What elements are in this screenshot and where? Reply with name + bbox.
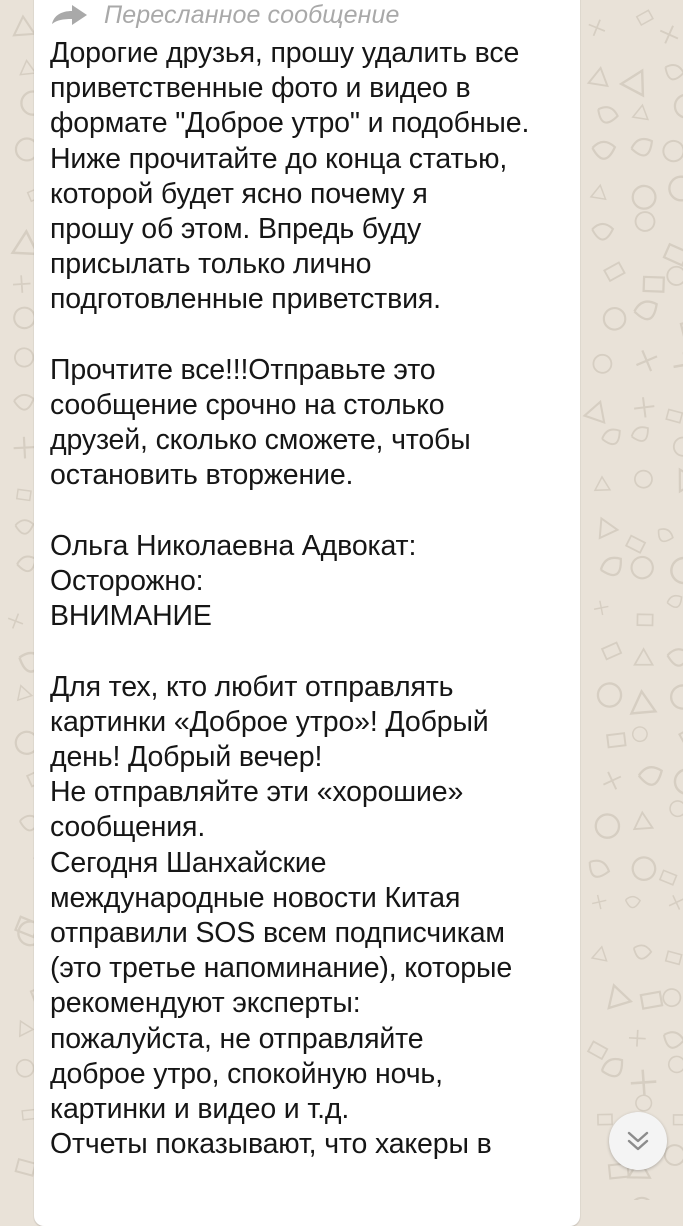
message-paragraph xyxy=(50,36,566,318)
doodle-shape xyxy=(644,277,664,292)
message-line: картинки «Доброе утро»! Добрый xyxy=(50,705,489,738)
message-line: пожалуйста, не отправляйте xyxy=(50,1022,424,1055)
doodle-shape xyxy=(595,814,620,839)
doodle-shape xyxy=(627,1194,656,1200)
doodle-shape xyxy=(632,346,661,375)
doodle-shape xyxy=(667,649,683,667)
message-line: ВНИМАНИЕ xyxy=(50,600,212,633)
doodle-shape xyxy=(667,798,683,819)
doodle-shape xyxy=(602,307,626,331)
doodle-shape xyxy=(14,683,32,700)
message-line: приветственные фото и видео в xyxy=(50,72,471,105)
doodle-shape xyxy=(599,1055,627,1081)
doodle-shape xyxy=(591,893,608,910)
message-line: сообщения. xyxy=(50,811,206,844)
doodle-shape xyxy=(632,209,658,235)
doodle-shape xyxy=(632,944,652,961)
message-line: подготовленные приветствия. xyxy=(50,283,441,316)
message-paragraph xyxy=(50,353,566,494)
doodle-shape xyxy=(599,768,625,794)
message-line: Отчеты показывают, что хакеры в xyxy=(50,1128,492,1161)
doodle-shape xyxy=(591,184,608,199)
doodle-shape xyxy=(667,267,683,286)
doodle-shape xyxy=(670,464,683,491)
message-line: рекомендуют эксперты: xyxy=(50,987,361,1020)
doodle-shape xyxy=(633,396,656,419)
doodle-shape xyxy=(631,726,648,743)
doodle-shape xyxy=(638,765,664,787)
message-line: Не отправляйте эти «хорошие» xyxy=(50,776,464,809)
message-line: Осторожно: xyxy=(50,565,204,598)
message-line: Дорогие друзья, прошу удалить все xyxy=(50,37,520,69)
message-line: остановить вторжение. xyxy=(50,459,354,492)
message-line: Ольга Николаевна Адвокат: xyxy=(50,529,417,562)
chevron-double-down-icon xyxy=(624,1129,652,1153)
doodle-shape xyxy=(671,350,683,379)
doodle-shape xyxy=(661,1030,683,1050)
doodle-shape xyxy=(630,690,656,713)
doodle-shape xyxy=(666,951,682,964)
forwarded-message-bubble[interactable] xyxy=(34,0,580,1226)
message-paragraph xyxy=(50,529,566,635)
doodle-shape xyxy=(626,536,645,553)
message-line: картинки и видео и т.д. xyxy=(50,1093,350,1126)
doodle-shape xyxy=(633,468,655,490)
message-line: доброе утро, спокойную ночь, xyxy=(50,1057,443,1090)
doodle-shape xyxy=(595,104,619,125)
doodle-shape xyxy=(600,426,624,447)
forward-arrow-icon xyxy=(50,4,90,26)
doodle-shape xyxy=(585,857,611,881)
doodle-shape xyxy=(664,1144,683,1166)
doodle-shape xyxy=(666,593,683,609)
doodle-shape xyxy=(630,854,659,883)
doodle-shape xyxy=(595,477,610,491)
message-line: день! Добрый вечер! xyxy=(50,741,323,774)
doodle-shape xyxy=(633,299,661,323)
message-line: которой будет ясно почему я xyxy=(50,177,428,210)
doodle-shape xyxy=(585,16,608,39)
doodle-shape xyxy=(17,489,31,500)
doodle-shape xyxy=(664,244,683,265)
doodle-shape xyxy=(666,409,682,422)
doodle-shape xyxy=(13,436,36,459)
doodle-shape xyxy=(629,1029,647,1047)
message-line: международные новости Китая xyxy=(50,881,461,914)
doodle-shape xyxy=(14,394,35,411)
doodle-shape xyxy=(637,614,652,625)
doodle-shape xyxy=(674,1115,683,1125)
doodle-shape xyxy=(592,945,609,960)
doodle-shape xyxy=(655,526,675,545)
doodle-shape xyxy=(625,896,640,908)
message-line: Прочтите все!!!Отправьте это xyxy=(50,353,436,386)
doodle-shape xyxy=(15,520,34,535)
doodle-shape xyxy=(16,1159,36,1175)
doodle-shape xyxy=(13,16,35,35)
doodle-shape xyxy=(674,94,683,118)
doodle-shape xyxy=(666,892,683,913)
doodle-shape xyxy=(660,986,683,1009)
doodle-shape xyxy=(589,66,611,86)
doodle-shape xyxy=(679,726,683,745)
doodle-shape xyxy=(13,346,36,369)
forwarded-label: Пересланное сообщение xyxy=(104,0,400,29)
doodle-shape xyxy=(630,424,652,444)
doodle-shape xyxy=(633,1093,654,1114)
message-line: присылать только лично xyxy=(50,248,372,281)
doodle-shape xyxy=(598,554,626,580)
message-line: отправили SOS всем подписчикам xyxy=(50,917,505,950)
forwarded-header xyxy=(50,0,566,30)
doodle-shape xyxy=(604,262,624,280)
message-line: друзей, сколько сможете, чтобы xyxy=(50,424,471,457)
doodle-shape xyxy=(5,611,26,632)
message-body xyxy=(50,36,566,1162)
doodle-shape xyxy=(592,224,613,240)
doodle-shape xyxy=(660,870,677,884)
doodle-shape xyxy=(669,556,683,585)
message-line: Сегодня Шанхайские xyxy=(50,846,327,879)
scroll-to-bottom-button[interactable] xyxy=(609,1112,667,1170)
doodle-shape xyxy=(592,354,612,374)
message-line: формате "Доброе утро" и подобные. xyxy=(50,107,530,140)
doodle-shape xyxy=(592,142,615,160)
doodle-shape xyxy=(603,982,631,1008)
doodle-shape xyxy=(669,683,683,711)
doodle-shape xyxy=(656,22,682,48)
message-line: прошу об этом. Впредь буду xyxy=(50,213,422,246)
doodle-shape xyxy=(593,514,618,538)
doodle-shape xyxy=(621,65,653,95)
doodle-shape xyxy=(12,275,31,294)
doodle-shape xyxy=(660,137,683,164)
doodle-shape xyxy=(598,1114,612,1124)
message-line: Ниже прочитайте до конца статью, xyxy=(50,142,508,175)
doodle-shape xyxy=(632,185,657,210)
doodle-shape xyxy=(593,599,610,616)
doodle-shape xyxy=(602,643,621,660)
doodle-shape xyxy=(588,1042,607,1059)
doodle-shape xyxy=(633,104,650,120)
doodle-shape xyxy=(14,1018,33,1036)
message-line: Для тех, кто любит отправлять xyxy=(50,670,454,703)
doodle-shape xyxy=(635,649,653,665)
doodle-shape xyxy=(674,768,683,795)
doodle-shape xyxy=(585,398,611,422)
doodle-shape xyxy=(667,1054,683,1074)
doodle-shape xyxy=(630,136,656,159)
doodle-shape xyxy=(14,1057,36,1079)
doodle-shape xyxy=(597,682,622,707)
message-line: сообщение срочно на столько xyxy=(50,389,445,422)
doodle-shape xyxy=(637,10,653,25)
doodle-shape xyxy=(607,733,625,747)
doodle-shape xyxy=(673,437,683,457)
message-line: (это третье напоминание), которые xyxy=(50,952,513,985)
message-paragraph xyxy=(50,670,566,1163)
doodle-shape xyxy=(630,1069,657,1096)
doodle-shape xyxy=(668,176,683,202)
doodle-shape xyxy=(633,812,652,829)
doodle-shape xyxy=(630,556,654,580)
doodle-shape xyxy=(663,63,683,82)
doodle-shape xyxy=(641,992,662,1009)
